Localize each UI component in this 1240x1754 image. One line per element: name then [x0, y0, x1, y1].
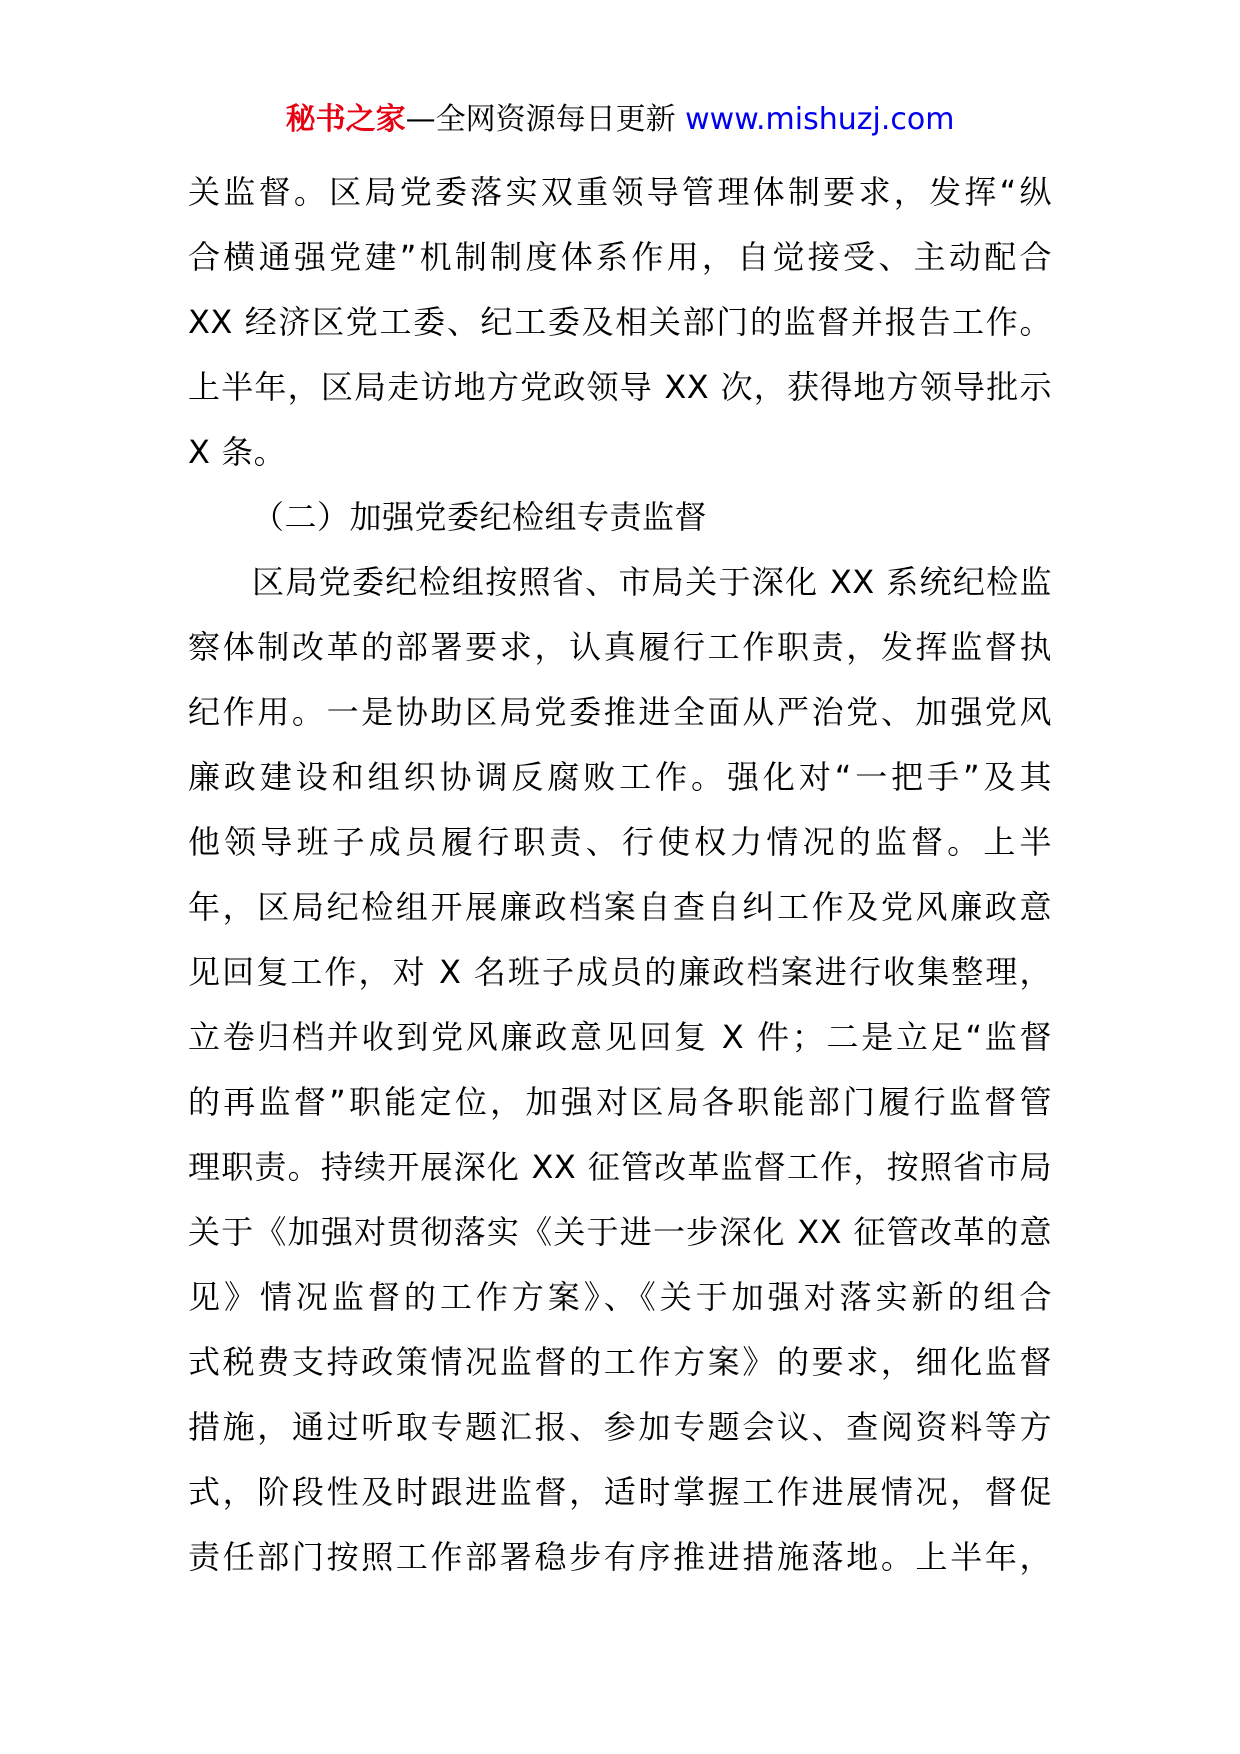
text-line: 合横通强党建”机制制度体系作用，自觉接受、主动配合	[188, 238, 1052, 276]
text-line: 关于《加强对贯彻落实《关于进一步深化 XX 征管改革的意	[188, 1213, 1052, 1251]
paragraph-discipline-supervision	[188, 550, 1052, 1590]
text-line: 察体制改革的部署要求，认真履行工作职责，发挥监督执	[188, 628, 1052, 666]
text-line: X 条。	[188, 433, 287, 471]
paragraph-continuation	[188, 160, 1052, 485]
text-line: 见》情况监督的工作方案》、《关于加强对落实新的组合	[188, 1278, 1052, 1316]
text-line: 关监督。区局党委落实双重领导管理体制要求，发挥“纵	[188, 173, 1052, 211]
text-line: 见回复工作，对 X 名班子成员的廉政档案进行收集整理，	[188, 953, 1052, 991]
header-tagline: —全网资源每日更新	[405, 102, 686, 137]
text-line: 的再监督”职能定位，加强对区局各职能部门履行监督管	[188, 1083, 1052, 1121]
brand-name: 秘书之家	[285, 102, 406, 137]
heading-text: （二）加强党委纪检组专责监督	[252, 498, 708, 536]
text-line: 他领导班子成员履行职责、行使权力情况的监督。上半	[188, 823, 1052, 861]
text-line: 立卷归档并收到党风廉政意见回复 X 件；二是立足“监督	[188, 1018, 1052, 1056]
page-header	[0, 100, 1240, 140]
text-line: 式税费支持政策情况监督的工作方案》的要求，细化监督	[188, 1343, 1052, 1381]
text-line: 廉政建设和组织协调反腐败工作。强化对“一把手”及其	[188, 758, 1052, 796]
document-body	[188, 160, 1052, 1590]
text-line: 措施，通过听取专题汇报、参加专题会议、查阅资料等方	[188, 1408, 1052, 1446]
text-line: 责任部门按照工作部署稳步有序推进措施落地。上半年，	[188, 1538, 1052, 1576]
text-line: 区局党委纪检组按照省、市局关于深化 XX 系统纪检监	[252, 563, 1052, 601]
text-line: 理职责。持续开展深化 XX 征管改革监督工作，按照省市局	[188, 1148, 1052, 1186]
text-line: XX 经济区党工委、纪工委及相关部门的监督并报告工作。	[188, 303, 1052, 341]
section-heading	[188, 485, 1052, 550]
website-link[interactable]: www.mishuzj.com	[685, 102, 955, 137]
text-line: 年，区局纪检组开展廉政档案自查自纠工作及党风廉政意	[188, 888, 1052, 926]
text-line: 纪作用。一是协助区局党委推进全面从严治党、加强党风	[188, 693, 1052, 731]
text-line: 上半年，区局走访地方党政领导 XX 次，获得地方领导批示	[188, 368, 1052, 406]
text-line: 式，阶段性及时跟进监督，适时掌握工作进展情况，督促	[188, 1473, 1052, 1511]
